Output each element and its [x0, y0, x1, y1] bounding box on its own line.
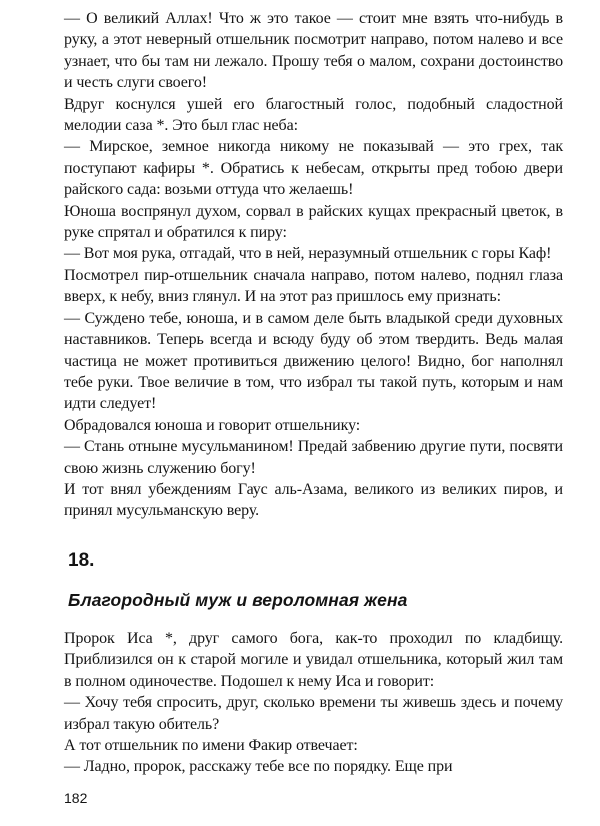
paragraph: Вдруг коснулся ушей его благостный голос, подобный сладостной мелодии саза *. Это был глас неба: [64, 95, 563, 135]
paragraph: — Стань отныне мусульманином! Предай забвению другие пути, посвяти свою жизнь служению богу! [64, 438, 563, 477]
paragraph: Посмотрел пир-отшельник сначала направо, потом налево, поднял глаза вверх, к небу, вниз глянул. И на этот раз пришлось ему признать: [64, 266, 563, 306]
paragraph: Юноша воспрянул духом, сорвал в райских кущах прекрасный цветок, в руке спрятал и обратился к пиру: [64, 202, 563, 242]
story-number: 18. [68, 550, 95, 571]
paragraph: — Ладно, пророк, расскажу тебе все по порядку. Еще при [64, 758, 453, 776]
paragraph: И тот внял убеждениям Гаус аль-Азама, великого из великих пиров, и принял мусульманскую веру. [64, 480, 563, 520]
paragraph: — О великий Аллах! Что ж это такое — стоит мне взять что-нибудь в руку, а этот неверный отшельник посмотрит направо, потом налево и все узнает, что бы там ни лежало. Прошу тебя о малом, сохрани достоинство и честь слуги своего! [64, 10, 563, 92]
paragraph: Обрадовался юноша и говорит отшельнику: [64, 416, 361, 434]
paragraph: А тот отшельник по имени Факир отвечает: [64, 737, 358, 755]
story-text [64, 628, 563, 778]
previous-story-text [64, 8, 563, 522]
paragraph: — Суждено тебе, юноша, и в самом деле быть владыкой среди духовных наставников. Теперь всегда и всюду буду об этом твердить. Ведь малая частица не может противиться движению целого! Видно, бог наполнял тебе руки. Твое величие в том, что избрал ты такой путь, которым и нам идти следует! [64, 309, 563, 413]
story-title: Благородный муж и вероломная жена [68, 590, 408, 610]
paragraph: — Мирское, земное никогда никому не показывай — это грех, так поступают кафиры *. Обратись к небесам, открыты пред тобою двери райского сада: возьми оттуда что желаешь! [64, 138, 563, 199]
paragraph: — Вот моя рука, отгадай, что в ней, неразумный отшельник с горы Каф! [64, 245, 552, 263]
paragraph: — Хочу тебя спросить, друг, сколько времени ты живешь здесь и почему избрал такую обитель? [64, 694, 563, 733]
paragraph: Пророк Иса *, друг самого бога, как-то проходил по кладбищу. Приблизился он к старой могиле и увидал отшельника, который жил там в полном одиночестве. Подошел к нему Иса и говорит: [64, 630, 563, 690]
page-number: 182 [64, 790, 88, 806]
